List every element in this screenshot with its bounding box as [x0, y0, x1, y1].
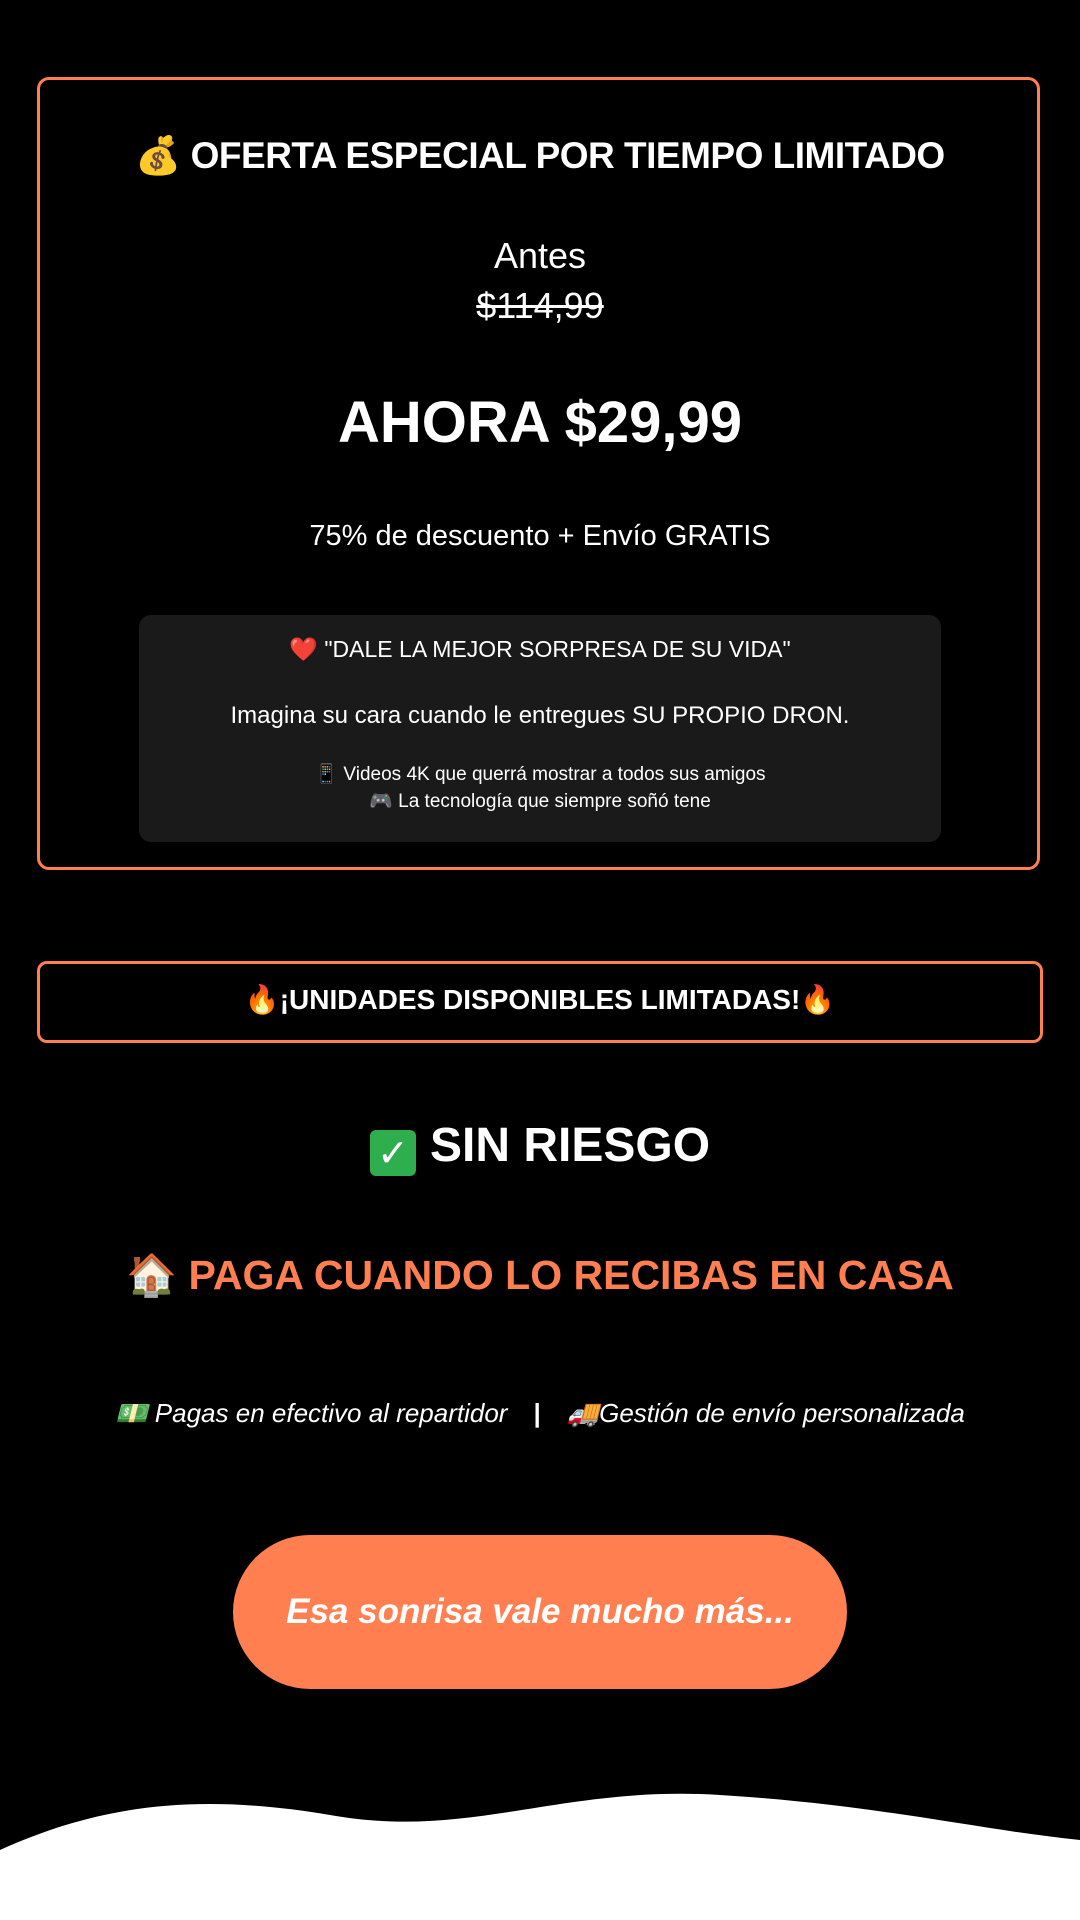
wave-divider [0, 1790, 1080, 1920]
new-price: AHORA $29,99 [337, 390, 743, 455]
house-icon: 🏠 [126, 1251, 178, 1299]
feature-tech [0, 789, 1080, 813]
truck-icon: 🚚 [566, 1399, 600, 1429]
cta-button[interactable]: Esa sonrisa vale mucho más... [233, 1535, 847, 1689]
fire-icon: 🔥 [800, 983, 836, 1016]
check-icon: ✓ [370, 1130, 416, 1176]
feature-video [0, 762, 1080, 786]
feature-video-text: Videos 4K que querrá mostrar a todos sus amigos [343, 764, 766, 785]
info-separator: | [533, 1398, 541, 1428]
offer-title-text: OFERTA ESPECIAL POR TIEMPO LIMITADO [190, 135, 945, 176]
feature-tech-text: La tecnología que siempre soñó tene [398, 791, 711, 812]
old-price: $114,99 [476, 285, 604, 326]
limited-units-text [0, 983, 1080, 1016]
discount-text: 75% de descuento + Envío GRATIS [309, 520, 771, 552]
no-risk-heading [0, 1118, 1080, 1176]
payment-info-row [0, 1398, 1080, 1429]
gamepad-icon: 🎮 [369, 790, 393, 812]
money-bag-icon: 💰 [135, 134, 181, 177]
shipping-info-text: Gestión de envío personalizada [599, 1398, 965, 1428]
cash-icon: 💵 [115, 1399, 148, 1429]
no-risk-text: SIN RIESGO [429, 1119, 711, 1172]
cash-info-text: Pagas en efectivo al repartidor [154, 1398, 508, 1428]
offer-title [0, 134, 1080, 178]
gift-imagine-text: Imagina su cara cuando le entregues SU PROPIO DRON. [230, 702, 850, 729]
fire-icon: 🔥 [244, 983, 280, 1016]
before-label: Antes [493, 235, 587, 276]
phone-icon: 📱 [314, 763, 339, 785]
pay-on-delivery-heading [0, 1251, 1080, 1300]
limited-units-label: ¡UNIDADES DISPONIBLES LIMITADAS! [279, 984, 801, 1015]
heart-icon: ❤️ [289, 637, 318, 663]
pay-on-delivery-text: PAGA CUANDO LO RECIBAS EN CASA [188, 1252, 954, 1298]
gift-quote [0, 636, 1080, 663]
gift-quote-text: "DALE LA MEJOR SORPRESA DE SU VIDA" [324, 636, 791, 662]
